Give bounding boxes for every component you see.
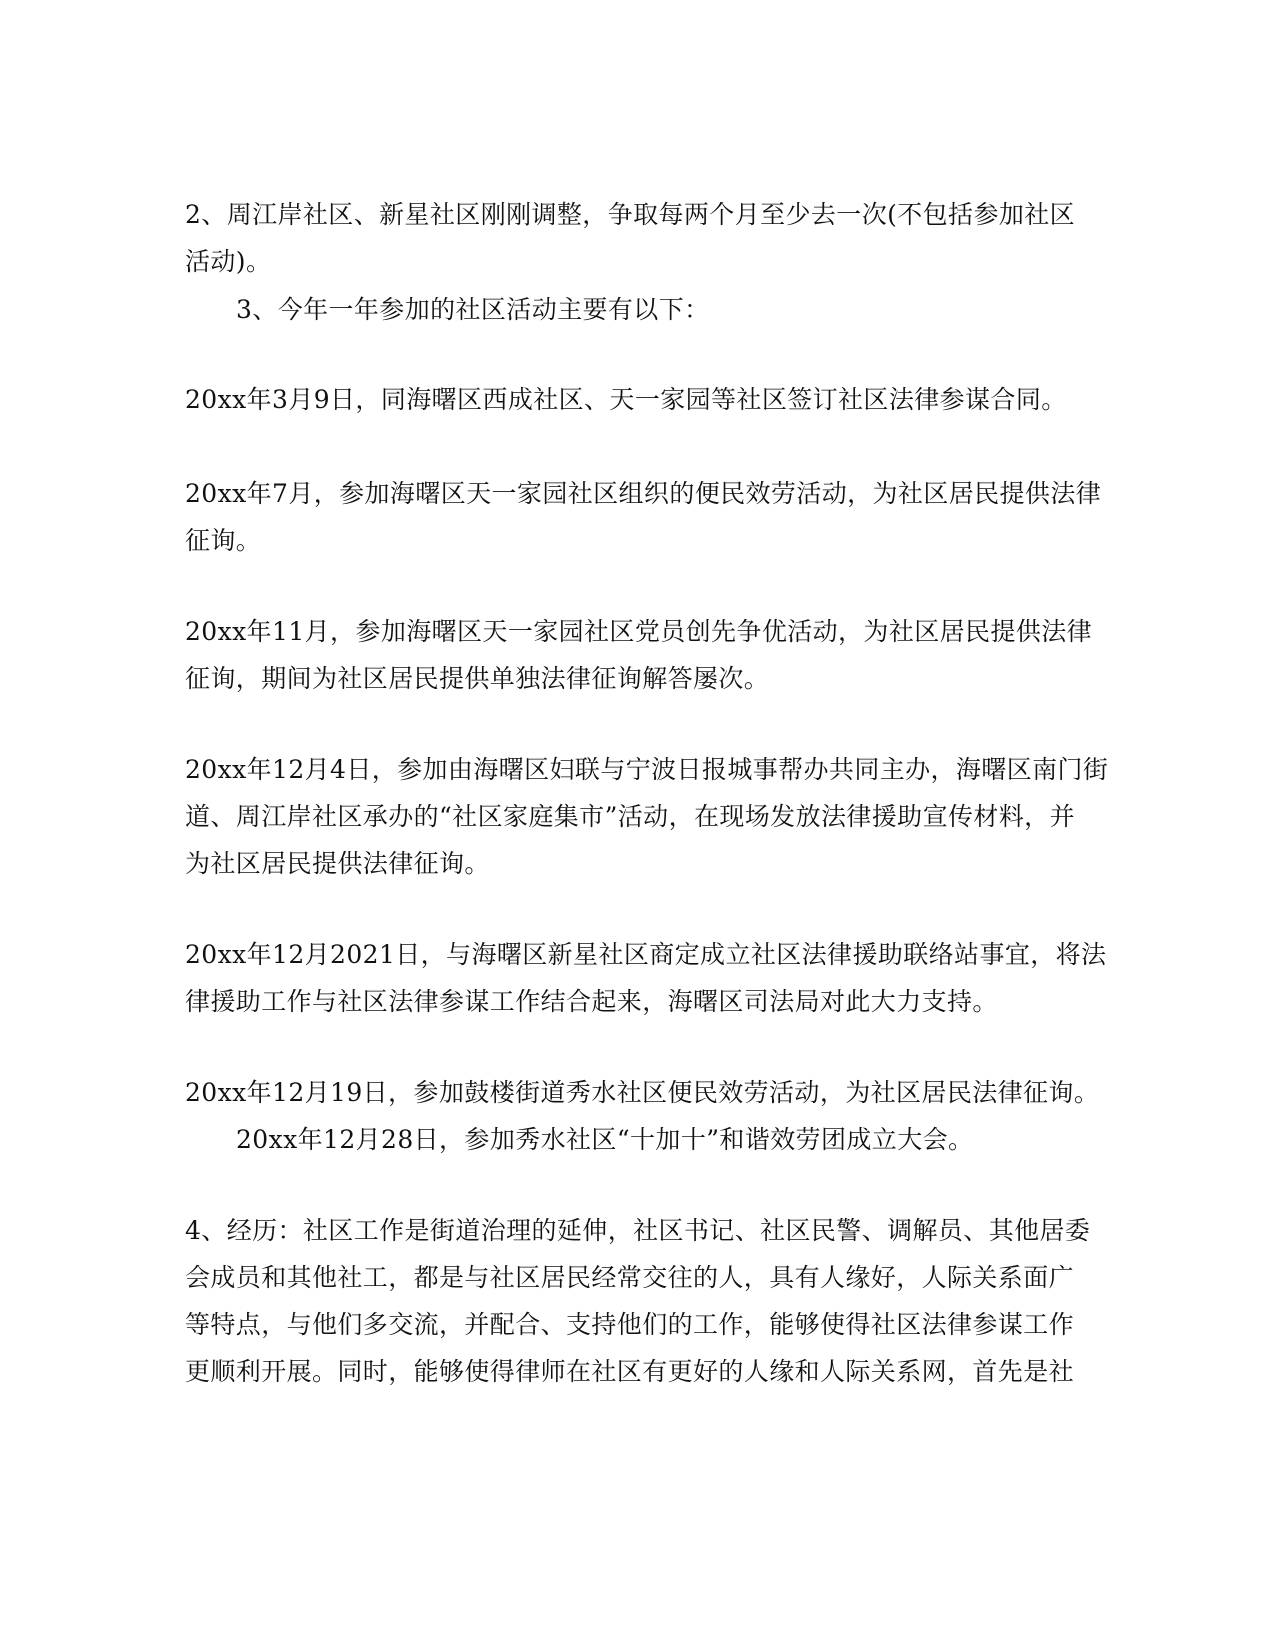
- text-line: 4、经历：社区工作是街道治理的延伸，社区书记、社区民警、调解员、其他居委: [185, 1216, 1091, 1245]
- text-line: 为社区居民提供法律征询。: [185, 849, 490, 878]
- text-line: 20xx年12月4日，参加由海曙区妇联与宁波日报城事帮办共同主办，海曙区南门街: [185, 755, 1109, 784]
- text-line: 3、今年一年参加的社区活动主要有以下：: [236, 295, 710, 324]
- text-line: 2、周江岸社区、新星社区刚刚调整，争取每两个月至少去一次(不包括参加社区: [185, 200, 1076, 229]
- text-line: 20xx年12月28日，参加秀水社区“十加十”和谐效劳团成立大会。: [236, 1125, 974, 1154]
- text-line: 20xx年11月，参加海曙区天一家园社区党员创先争优活动，为社区居民提供法律: [185, 617, 1093, 646]
- text-line: 征询。: [185, 526, 262, 555]
- text-line: 等特点，与他们多交流，并配合、支持他们的工作，能够使得社区法律参谋工作: [185, 1310, 1075, 1339]
- text-line: 会成员和其他社工，都是与社区居民经常交往的人，具有人缘好，人际关系面广: [185, 1263, 1075, 1292]
- text-line: 活动)。: [185, 247, 272, 276]
- text-line: 20xx年12月19日，参加鼓楼街道秀水社区便民效劳活动，为社区居民法律征询。: [185, 1078, 1100, 1107]
- text-line: 更顺利开展。同时，能够使得律师在社区有更好的人缘和人际关系网，首先是社: [185, 1357, 1075, 1386]
- text-line: 道、周江岸社区承办的“社区家庭集市”活动，在现场发放法律援助宣传材料，并: [185, 802, 1075, 831]
- text-line: 20xx年12月2021日，与海曙区新星社区商定成立社区法律援助联络站事宜，将法: [185, 940, 1107, 969]
- text-line: 征询，期间为社区居民提供单独法律征询解答屡次。: [185, 664, 770, 693]
- text-line: 律援助工作与社区法律参谋工作结合起来，海曙区司法局对此大力支持。: [185, 987, 998, 1016]
- text-line: 20xx年7月，参加海曙区天一家园社区组织的便民效劳活动，为社区居民提供法律: [185, 479, 1102, 508]
- text-line: 20xx年3月9日，同海曙区西成社区、天一家园等社区签订社区法律参谋合同。: [185, 385, 1067, 414]
